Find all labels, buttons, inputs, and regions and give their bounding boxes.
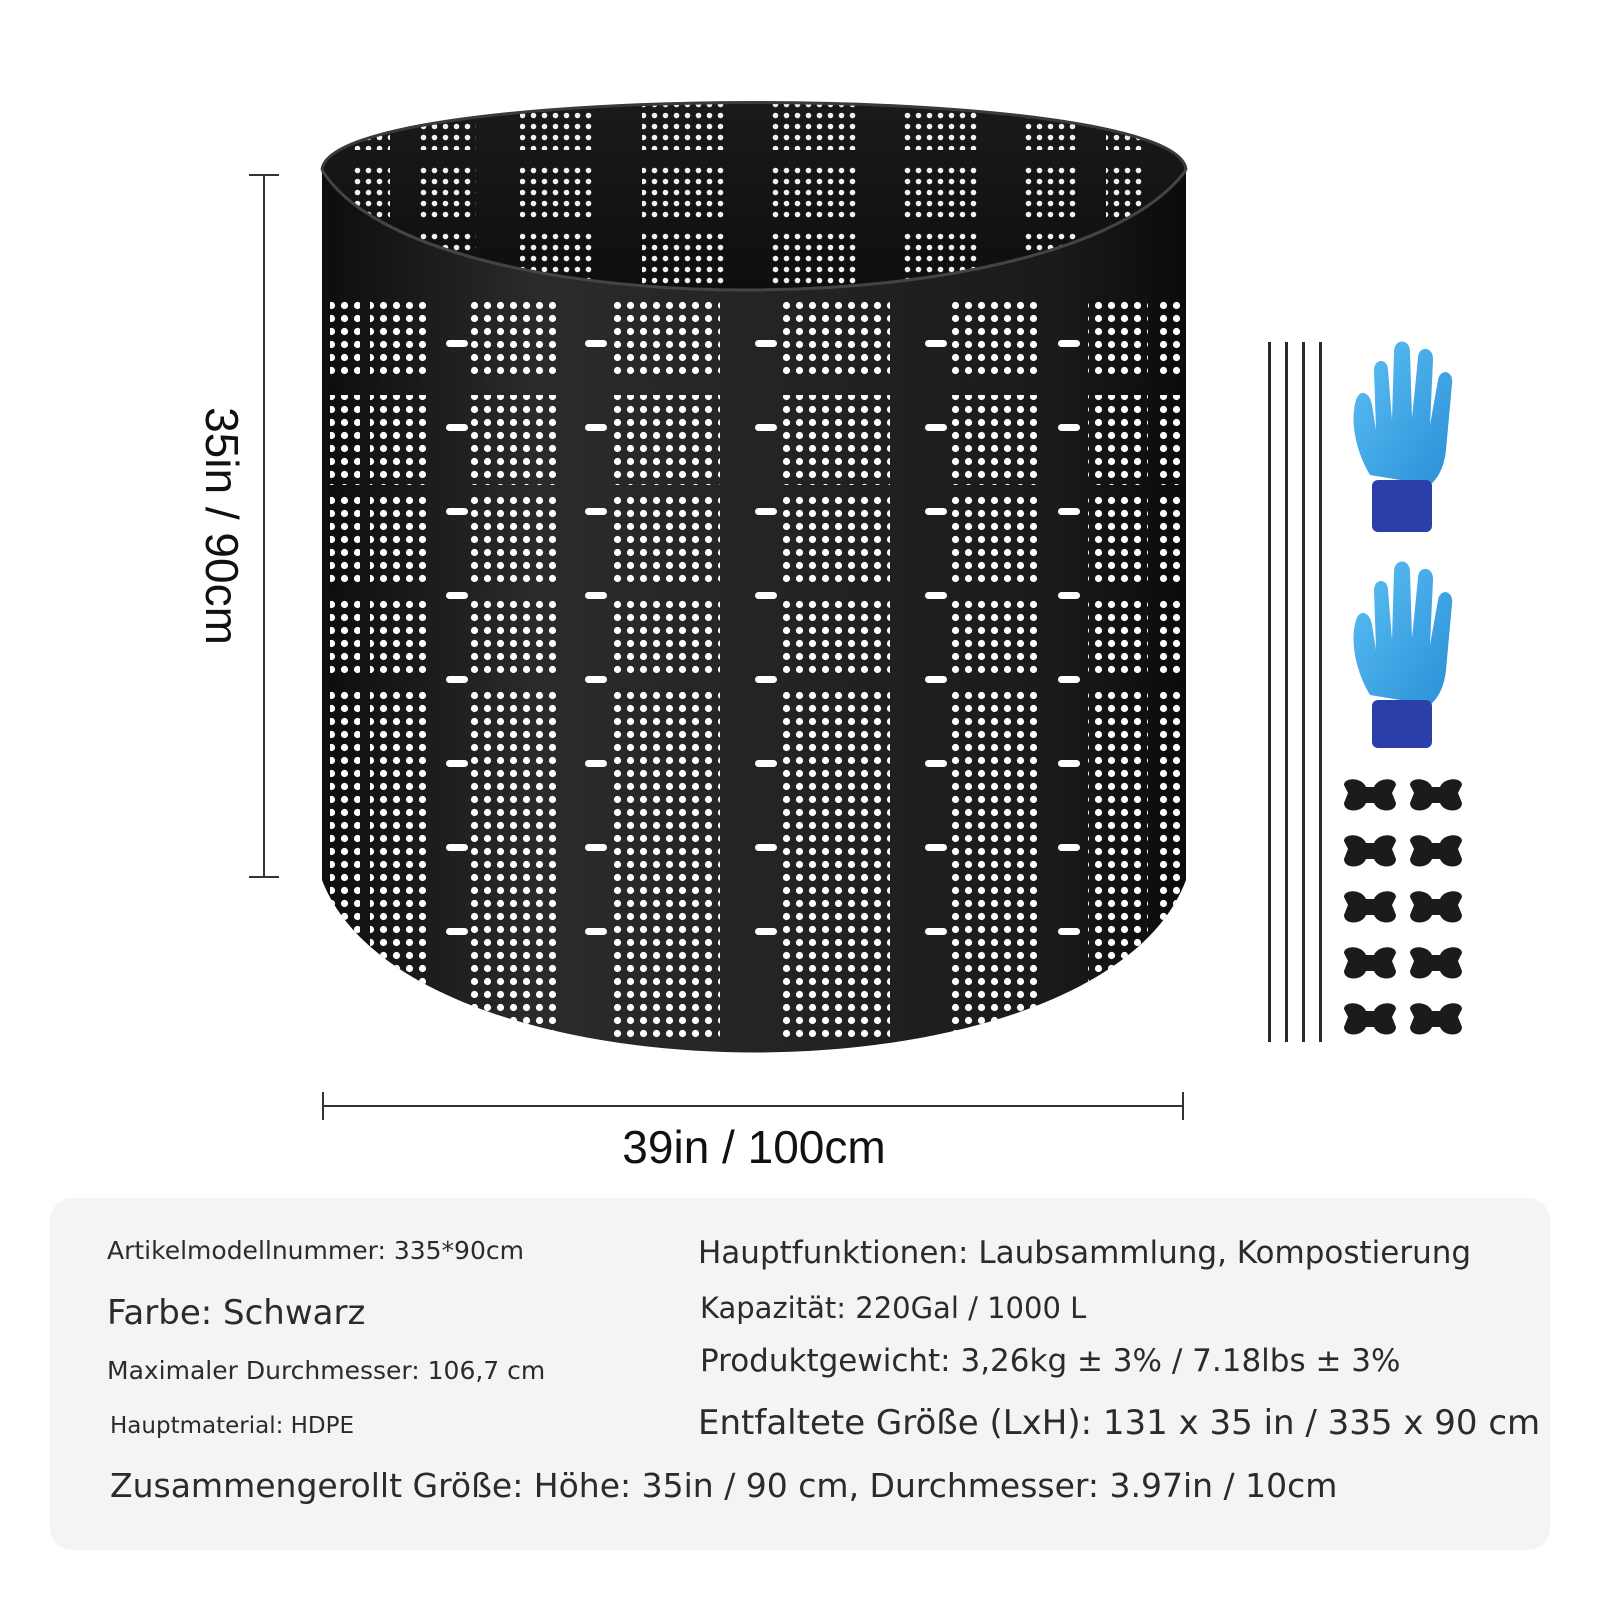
perforated-panel — [950, 495, 1042, 585]
slot — [1058, 760, 1080, 767]
perforated-panel — [330, 495, 360, 585]
perforated-panel — [330, 300, 360, 380]
perforated-panel — [470, 495, 556, 585]
perforated-panel — [950, 300, 1042, 380]
perforated-panel — [950, 395, 1042, 485]
perforated-panel — [1088, 870, 1148, 960]
slot — [585, 424, 607, 431]
glove-top — [1354, 342, 1453, 533]
perforated-panel — [330, 595, 360, 675]
slot — [446, 340, 468, 347]
slot — [925, 844, 947, 851]
spec-capacity: Kapazität: 220Gal / 1000 L — [700, 1291, 1087, 1325]
slot — [446, 760, 468, 767]
perforated-panel — [950, 870, 1042, 960]
clips — [1344, 779, 1462, 1034]
spec-main-functions: Hauptfunktionen: Laubsammlung, Kompostierung — [698, 1235, 1472, 1271]
spec-weight: Produktgewicht: 3,26kg ± 3% / 7.18lbs ± 3% — [700, 1343, 1401, 1379]
perforated-panel — [1088, 595, 1148, 675]
perforated-panel — [612, 300, 720, 380]
slot — [925, 760, 947, 767]
perforated-panel — [782, 780, 890, 870]
slot — [755, 928, 777, 935]
perforated-panel — [782, 595, 890, 675]
clip — [1344, 1003, 1396, 1034]
perforated-panel — [470, 870, 556, 960]
clip — [1410, 1003, 1462, 1034]
slot — [585, 928, 607, 935]
perforated-panel — [950, 780, 1042, 870]
perforated-panel — [782, 300, 890, 380]
slot — [446, 592, 468, 599]
perforated-panel — [1088, 780, 1148, 870]
spec-rolled-size: Zusammengerollt Größe: Höhe: 35in / 90 cm, Durchmesser: 3.97in / 10cm — [110, 1466, 1338, 1505]
perforated-panel — [1160, 870, 1184, 960]
clip — [1410, 891, 1462, 922]
perforated-panel — [782, 395, 890, 485]
inner-perforated-panel — [1022, 165, 1078, 220]
glove-bottom — [1354, 562, 1453, 749]
stakes — [1268, 342, 1322, 1042]
inner-perforated-panel — [772, 230, 858, 285]
perforated-panel — [1088, 960, 1148, 1040]
slot — [446, 424, 468, 431]
clip — [1410, 947, 1462, 978]
perforated-panel — [612, 595, 720, 675]
stake-2 — [1285, 342, 1288, 1042]
perforated-panel — [1160, 960, 1184, 1040]
slot — [755, 508, 777, 515]
clip — [1344, 891, 1396, 922]
inner-perforated-panel — [420, 165, 476, 220]
perforated-panel — [370, 595, 428, 675]
perforated-panel — [950, 690, 1042, 780]
slot — [925, 592, 947, 599]
slot — [585, 592, 607, 599]
inner-perforated-panel — [520, 165, 596, 220]
perforated-panel — [782, 495, 890, 585]
perforated-panel — [1160, 300, 1184, 380]
stake-3 — [1302, 342, 1305, 1042]
perforated-panel — [1088, 395, 1148, 485]
perforated-panel — [1160, 395, 1184, 485]
perforated-panel — [470, 595, 556, 675]
perforated-panel — [370, 395, 428, 485]
perforated-panel — [370, 780, 428, 870]
slot — [446, 928, 468, 935]
perforated-panel — [612, 395, 720, 485]
perforated-panel — [1088, 690, 1148, 780]
perforated-panel — [330, 870, 360, 960]
spec-unfolded-size: Entfaltete Größe (LxH): 131 x 35 in / 335 x 90 cm — [698, 1403, 1541, 1443]
inner-perforated-panel — [642, 230, 728, 285]
inner-perforated-panel — [1106, 100, 1146, 150]
perforated-panel — [470, 960, 556, 1040]
height-label: 35in / 90cm — [196, 407, 248, 645]
perforated-panel — [950, 595, 1042, 675]
perforated-panel — [470, 690, 556, 780]
inner-perforated-panel — [772, 100, 858, 150]
slot — [585, 844, 607, 851]
inner-perforated-panel — [902, 165, 978, 220]
perforated-panel — [370, 960, 428, 1040]
slot — [1058, 844, 1080, 851]
inner-perforated-panel — [1022, 100, 1078, 150]
perforated-panel — [612, 690, 720, 780]
stake-4 — [1319, 342, 1322, 1042]
perforated-panel — [612, 960, 720, 1040]
perforated-panel — [1160, 595, 1184, 675]
perforated-panel — [1160, 780, 1184, 870]
clip — [1344, 947, 1396, 978]
perforated-panel — [330, 690, 360, 780]
inner-perforated-panel — [642, 165, 728, 220]
inner-perforated-panel — [772, 165, 858, 220]
slot — [1058, 928, 1080, 935]
spec-model-number: Artikelmodellnummer: 335*90cm — [107, 1236, 524, 1265]
spec-color: Farbe: Schwarz — [107, 1293, 366, 1333]
slot — [755, 844, 777, 851]
perforated-panel — [782, 960, 890, 1040]
spec-panel — [50, 1198, 1550, 1550]
inner-perforated-panel — [642, 100, 728, 150]
spec-max-diameter: Maximaler Durchmesser: 106,7 cm — [107, 1356, 546, 1385]
perforated-panel — [470, 395, 556, 485]
slot — [755, 340, 777, 347]
slot — [585, 340, 607, 347]
spec-material: Hauptmaterial: HDPE — [110, 1413, 355, 1439]
slot — [925, 676, 947, 683]
perforated-panel — [782, 870, 890, 960]
perforated-panel — [370, 495, 428, 585]
perforated-panel — [782, 690, 890, 780]
slot — [1058, 676, 1080, 683]
perforated-panel — [1088, 495, 1148, 585]
perforated-panel — [950, 960, 1042, 1040]
slot — [585, 676, 607, 683]
slot — [1058, 592, 1080, 599]
perforated-panel — [370, 870, 428, 960]
slot — [925, 424, 947, 431]
stake-1 — [1268, 342, 1271, 1042]
slot — [755, 676, 777, 683]
width-label: 39in / 100cm — [622, 1121, 886, 1173]
slot — [585, 760, 607, 767]
slot — [1058, 340, 1080, 347]
slot — [925, 340, 947, 347]
perforated-panel — [370, 300, 428, 380]
perforated-panel — [1088, 300, 1148, 380]
slot — [585, 508, 607, 515]
perforated-panel — [1160, 495, 1184, 585]
perforated-panel — [612, 780, 720, 870]
slot — [446, 676, 468, 683]
perforated-panel — [370, 690, 428, 780]
slot — [925, 928, 947, 935]
perforated-panel — [470, 780, 556, 870]
slot — [1058, 508, 1080, 515]
slot — [755, 424, 777, 431]
clip — [1344, 779, 1396, 810]
slot — [755, 760, 777, 767]
perforated-panel — [330, 780, 360, 870]
clip — [1410, 835, 1462, 866]
perforated-panel — [470, 300, 556, 380]
perforated-panel — [330, 960, 360, 1040]
perforated-panel — [612, 495, 720, 585]
slot — [1058, 424, 1080, 431]
perforated-panel — [330, 395, 360, 485]
clip — [1344, 835, 1396, 866]
perforated-panel — [612, 870, 720, 960]
slot — [925, 508, 947, 515]
slot — [446, 508, 468, 515]
slot — [755, 592, 777, 599]
slot — [446, 844, 468, 851]
perforated-panel — [1160, 690, 1184, 780]
clip — [1410, 779, 1462, 810]
